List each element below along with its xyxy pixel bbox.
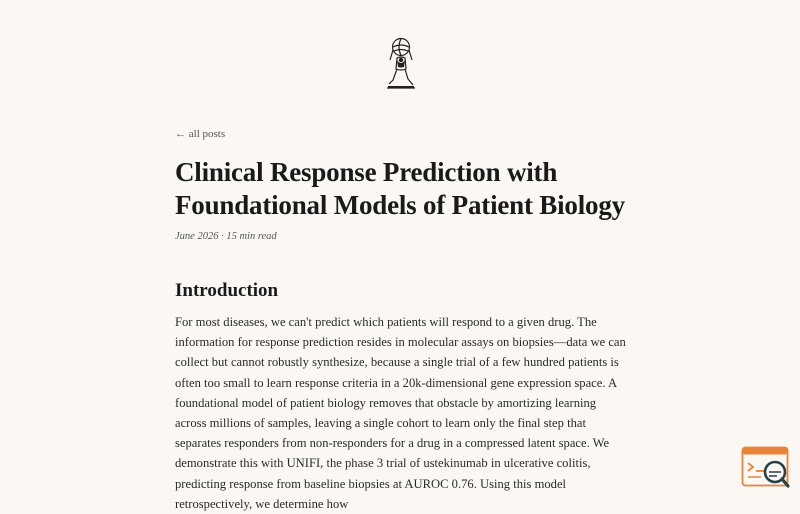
section-heading-introduction: Introduction: [175, 280, 279, 301]
code-search-icon[interactable]: [741, 446, 791, 490]
post-title: Clinical Response Prediction with Foundational Models of Patient Biology: [175, 157, 625, 220]
introduction-paragraph: For most diseases, we can't predict which patients will respond to a given drug. The information for response prediction resides in molecular assays on biopsies—data we can collect but cannot robustly synthesize, because a single trial of a few hundred patients is often too small to learn response criteria in a 20k-dimensional gene expression space. A foundational model of patient biology removes that obstacle by amortizing learning across millions of samples, leaving a single cohort to learn only the final step that separates responders from non-responders for a drug in a compressed latent space. We demonstrate this with UNIFI, the phase 3 trial of ustekinumab in ulcerative colitis, predicting response from baseline biopsies at AUROC 0.76. Using this model retrospectively, we determine how: [175, 315, 626, 511]
atlas-globe-icon[interactable]: [383, 36, 419, 92]
post-meta: June 2026 · 15 min read: [175, 231, 277, 242]
all-posts-link[interactable]: ← all posts: [175, 128, 226, 140]
